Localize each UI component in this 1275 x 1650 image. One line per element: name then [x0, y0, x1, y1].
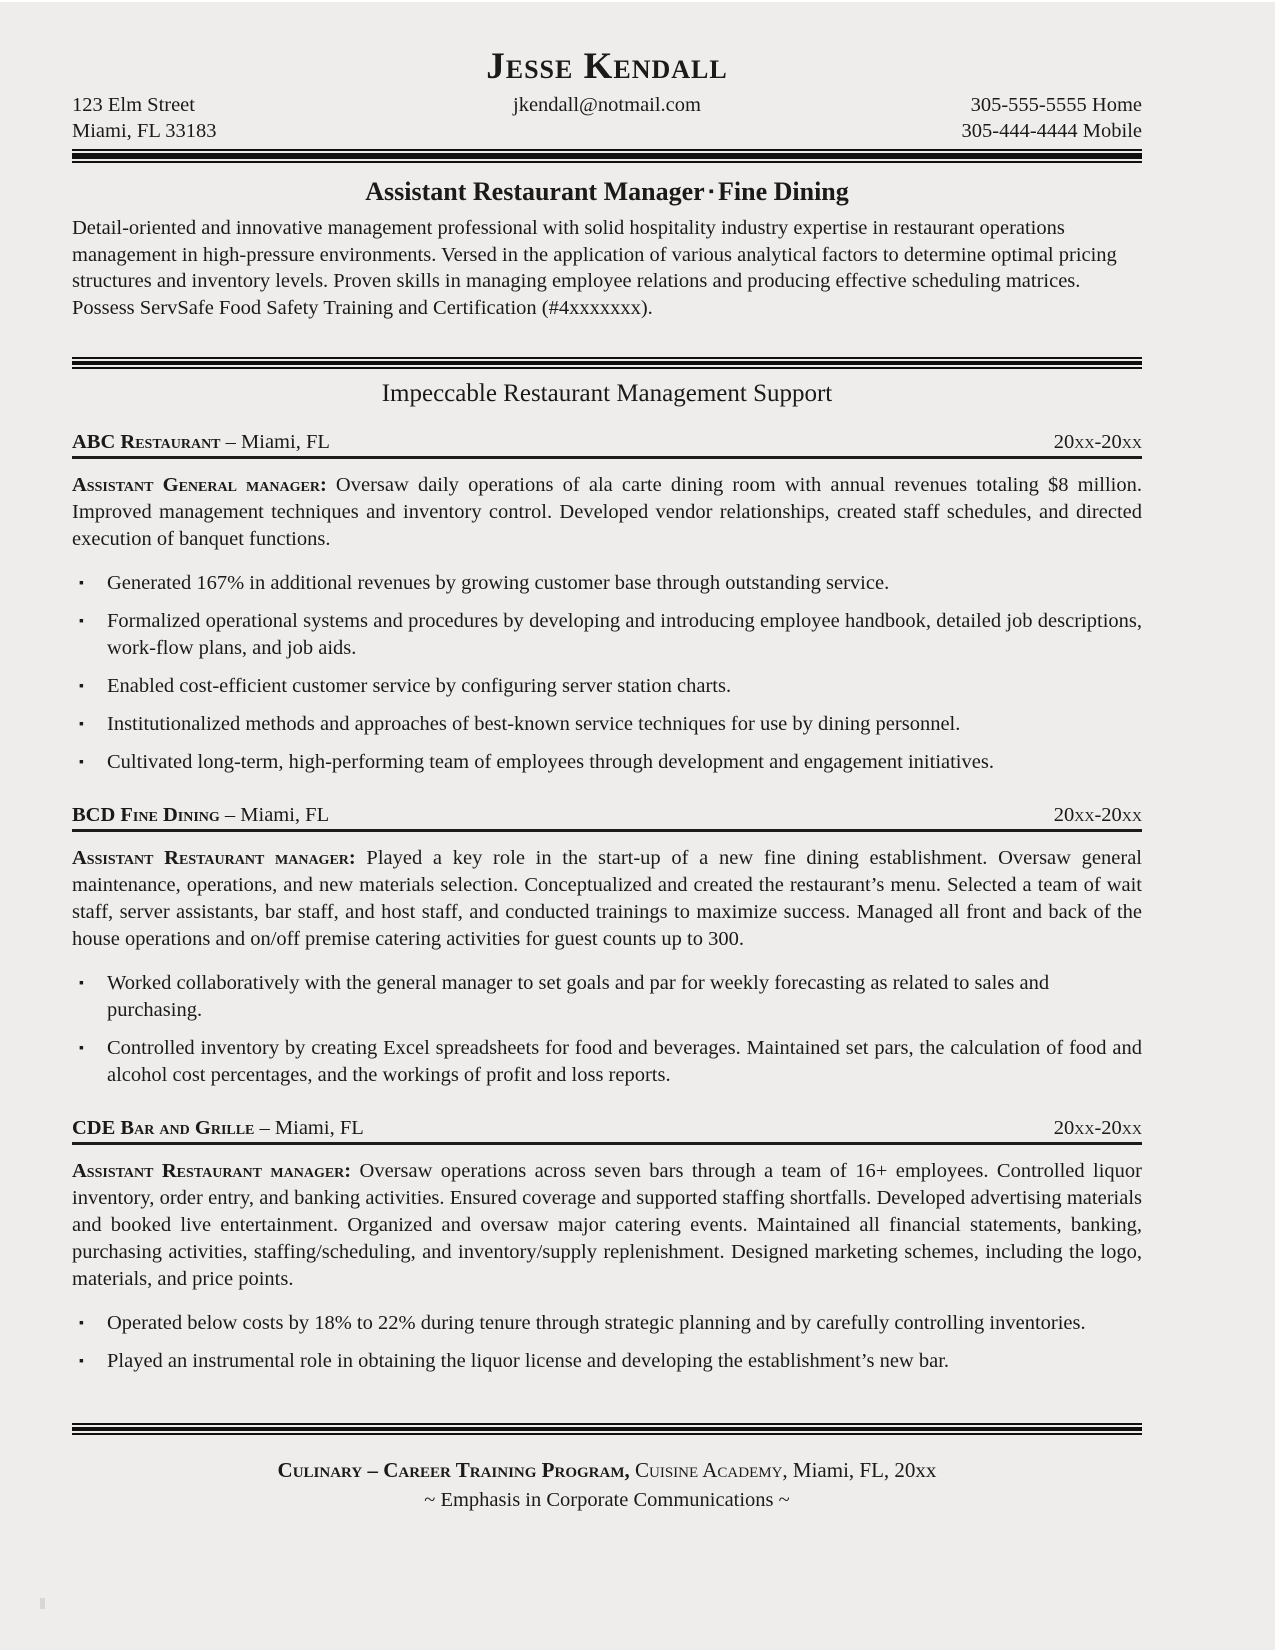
header-divider-rule: [72, 149, 1142, 163]
bullet-item: [72, 608, 1142, 662]
bullet-text: Controlled inventory by creating Excel spreadsheets for food and beverages. Maintained set pars, the calculation of food and alcohol cost percentages, and the workings of profit and loss reports.: [107, 1037, 1142, 1087]
rule-thick-line: [72, 153, 1142, 159]
job-header-bcd-fine-dining: [72, 803, 1142, 832]
bullet-item: [72, 970, 1142, 1024]
job-company-location: [72, 803, 329, 827]
resume-title-suffix: Fine Dining: [718, 176, 849, 206]
job-header-cde-bar-and-grille: [72, 1116, 1142, 1145]
address-line-1: 123 Elm Street: [72, 93, 195, 116]
square-separator-icon: ▪: [708, 183, 714, 200]
contact-row: [72, 92, 1142, 144]
company-name: ABC Restaurant: [72, 431, 221, 454]
job-description: [72, 845, 1142, 953]
bullet-item: [72, 711, 1142, 738]
contact-email: [429, 92, 786, 118]
job-bullet-list: [72, 570, 1142, 776]
job-description-text: Played a key role in the start-up of a new fine dining establishment. Oversaw general maintenance, operations, and new materials selection. Conceptualized and created the restaurant’s menu. Selected a team of wait staff, server assistants, bar staff, and host staff, and conducted trainings to maximize success. Managed all front and back of the house operations and on/off premise catering activities for guest counts up to 300.: [72, 847, 1142, 951]
bullet-item: [72, 749, 1142, 776]
bullet-square-icon: ▪: [79, 576, 84, 592]
contact-address: [72, 92, 429, 144]
job-role-label: Assistant General manager:: [72, 474, 327, 497]
bullet-square-icon: ▪: [79, 1354, 84, 1370]
company-location: – Miami, FL: [254, 1117, 364, 1140]
bullet-text: Worked collaboratively with the general manager to set goals and par for weekly forecasting as related to sales and purchasing.: [107, 972, 1050, 1022]
bullet-square-icon: ▪: [79, 1041, 84, 1057]
bullet-text: Cultivated long-term, high-performing team of employees through development and engagement initiatives.: [107, 751, 994, 774]
bullet-text: Institutionalized methods and approaches of best-known service techniques for use by dining personnel.: [107, 713, 961, 736]
bullet-square-icon: ▪: [79, 976, 84, 992]
job-description-text: Oversaw operations across seven bars through a team of 16+ employees. Controlled liquor inventory, order entry, and banking activities. Ensured coverage and supported staffing shortfalls. Developed advertising materials and booked live entertainment. Organized and oversaw major catering events. Maintained all financial statements, banking, purchasing activities, staffing/scheduling, and inventory/supply replenishment. Designed marketing schemes, including the logo, materials, and price points.: [72, 1160, 1142, 1291]
company-location: – Miami, FL: [219, 804, 330, 827]
job-role-label: Assistant Restaurant manager:: [72, 1160, 352, 1183]
rule-thick-line: [72, 361, 1142, 365]
job-company-location: [72, 430, 330, 454]
bullet-square-icon: ▪: [79, 755, 84, 771]
job-role-label: Assistant Restaurant manager:: [72, 847, 356, 870]
company-name: BCD Fine Dining: [72, 804, 220, 827]
phone-home: 305-555-5555 Home: [970, 93, 1142, 116]
job-bullet-list: [72, 1310, 1142, 1375]
bullet-text: Enabled cost-efficient customer service by configuring server station charts.: [107, 675, 732, 698]
professional-summary: Detail-oriented and innovative management professional with solid hospitality industry expertise in restaurant operations management in high-pressure environments. Versed in the application of various analytical factors to determine optimal pricing structures and inventory levels. Proven skills in managing employee relations and producing effective scheduling matrices. Possess ServSafe Food Safety Training and Certification (#4xxxxxxx).: [72, 217, 1117, 319]
email-text: jkendall@notmail.com: [513, 93, 701, 116]
bullet-item: [72, 1035, 1142, 1089]
scan-artifact-mark: [40, 1598, 45, 1609]
rule-thin-line: [72, 161, 1142, 163]
job-header-abc-restaurant: [72, 430, 1142, 459]
rule-thin-line: [72, 149, 1142, 151]
bullet-square-icon: ▪: [79, 717, 84, 733]
bullet-item: [72, 1348, 1142, 1375]
bullet-square-icon: ▪: [79, 679, 84, 695]
job-bullet-list: [72, 970, 1142, 1089]
bullet-square-icon: ▪: [79, 614, 84, 630]
bullet-text: Played an instrumental role in obtaining the liquor license and developing the establishment’s new bar.: [107, 1350, 950, 1373]
education-divider-rule: [72, 1423, 1142, 1435]
job-description: [72, 1158, 1142, 1293]
company-location: – Miami, FL: [220, 431, 330, 454]
bullet-item: [72, 1310, 1142, 1337]
bullet-item: [72, 673, 1142, 700]
company-name: CDE Bar and Grille: [72, 1117, 255, 1140]
rule-thin-line: [72, 367, 1142, 369]
rule-thin-line: [72, 1433, 1142, 1435]
resume-title: [72, 178, 1142, 207]
job-description-text: Oversaw daily operations of ala carte dining room with annual revenues totaling $8 million. Improved management techniques and inventory control. Developed vendor relationships, created staff schedules, and directed execution of banquet functions.: [72, 474, 1143, 551]
job-company-location: [72, 1116, 364, 1140]
education-school: Cuisine Academy: [629, 1458, 783, 1483]
education-line: [72, 1457, 1142, 1484]
bullet-item: [72, 570, 1142, 597]
address-line-2: Miami, FL 33183: [72, 119, 217, 142]
job-description: [72, 472, 1142, 553]
bullet-square-icon: ▪: [79, 1316, 84, 1332]
experience-section-heading: Impeccable Restaurant Management Support: [381, 380, 833, 408]
bullet-text: Operated below costs by 18% to 22% during tenure through strategic planning and by carefully controlling inventories.: [107, 1312, 1086, 1335]
rule-thick-line: [72, 1427, 1142, 1431]
bullet-text: Formalized operational systems and procedures by developing and introducing employee handbook, detailed job descriptions, work-flow plans, and job aids.: [107, 610, 1142, 660]
job-dates: 20xx-20xx: [1053, 431, 1142, 454]
education-emphasis: ~ Emphasis in Corporate Communications ~: [424, 1489, 790, 1512]
job-dates: 20xx-20xx: [1053, 804, 1142, 827]
education-program: Culinary – Career Training Program,: [277, 1458, 630, 1483]
phone-mobile: 305-444-4444 Mobile: [961, 119, 1142, 142]
bullet-text: Generated 167% in additional revenues by growing customer base through outstanding service.: [107, 572, 890, 595]
job-dates: 20xx-20xx: [1053, 1117, 1142, 1140]
rule-thin-line: [72, 357, 1142, 359]
education-details: , Miami, FL, 20xx: [782, 1458, 937, 1483]
contact-phones: [785, 92, 1142, 144]
section-divider-rule: [72, 357, 1142, 369]
resume-title-main: Assistant Restaurant Manager: [365, 176, 705, 206]
rule-thin-line: [72, 1423, 1142, 1425]
candidate-name: Jesse Kendall: [486, 46, 728, 87]
